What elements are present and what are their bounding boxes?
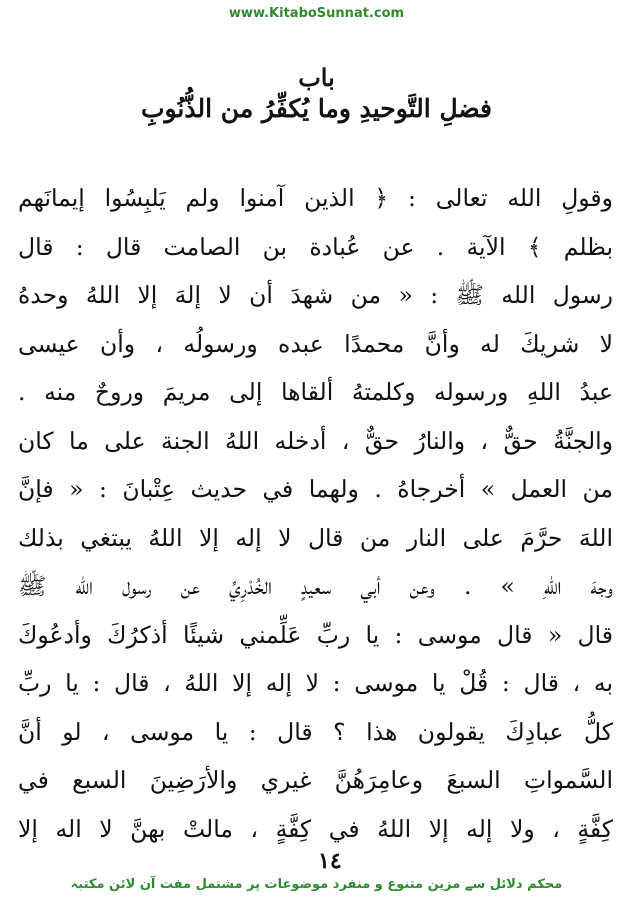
text-line: وجهَ اللهِ » . وعن أبي سعيدٍ الخُدْرِيِّ عن رسول الله ﷺ: [18, 572, 613, 600]
text-line: والجنَّةُ حقٌّ ، والنارُ حقٌّ ، أدخله اللهُ الجنة على ما كان: [18, 426, 613, 455]
text-line: كِفَّةٍ ، ولا إله إلا اللهُ في كِفَّةٍ ، مالتْ بهنَّ لا اله إلا: [18, 814, 613, 843]
text-line: وقولِ الله تعالى : ﴿ الذين آمنوا ولم يَلبِسُوا إيمانَهم: [18, 184, 613, 212]
footer-tagline: محکم دلائل سے مزین متنوع و منفرد موضوعات پر مشتمل مفت آن لائن مکتبہ: [70, 877, 563, 892]
text-line: رسول الله ﷺ : « من شهدَ أن لا إلهَ إلا اللهُ وحدهُ: [18, 281, 613, 309]
text-line: لا شريكَ له وأنَّ محمدًا عبده ورسولُه ، وأن عيسى: [18, 329, 613, 358]
chapter-label: باب: [298, 63, 335, 92]
chapter-title: فضلِ التَّوحيدِ وما يُكفِّرُ من الذُّنُوبِ: [140, 94, 493, 123]
text-line: عبدُ اللهِ ورسوله وكلمتهُ ألقاها إلى مريمَ وروحٌ منه .: [18, 378, 613, 406]
body-text: [18, 174, 613, 853]
text-line: من العمل » أخرجاهُ . ولهما في حديث عِتْبانَ : « فإنَّ: [18, 475, 613, 503]
text-line: بظلم ﴾ الآية . عن عُبادة بن الصامت قال : قال: [18, 232, 613, 261]
text-line: قال « قال موسى : يا ربِّ عَلِّمني شيئًا أذكرُكَ وأدعُوكَ: [18, 620, 613, 649]
text-line: كلُّ عبادِكَ يقولون هذا ؟ قال : يا موسى ، لو أنَّ: [18, 717, 613, 746]
site-url: www.KitaboSunnat.com: [228, 6, 405, 21]
text-line: السَّمواتِ السبعَ وعامِرَهُنَّ غيري والأرَضِينَ السبع في: [18, 766, 613, 794]
page-number: ١٤: [318, 848, 342, 874]
text-line: به ، قال : قُلْ يا موسى : لا إله إلا اللهُ ، قال : يا ربِّ: [18, 669, 613, 697]
text-line: اللهَ حرَّمَ على النار من قال لا إله إلا اللهُ يبتغي بذلك: [18, 523, 613, 552]
chapter-heading: [0, 64, 633, 126]
